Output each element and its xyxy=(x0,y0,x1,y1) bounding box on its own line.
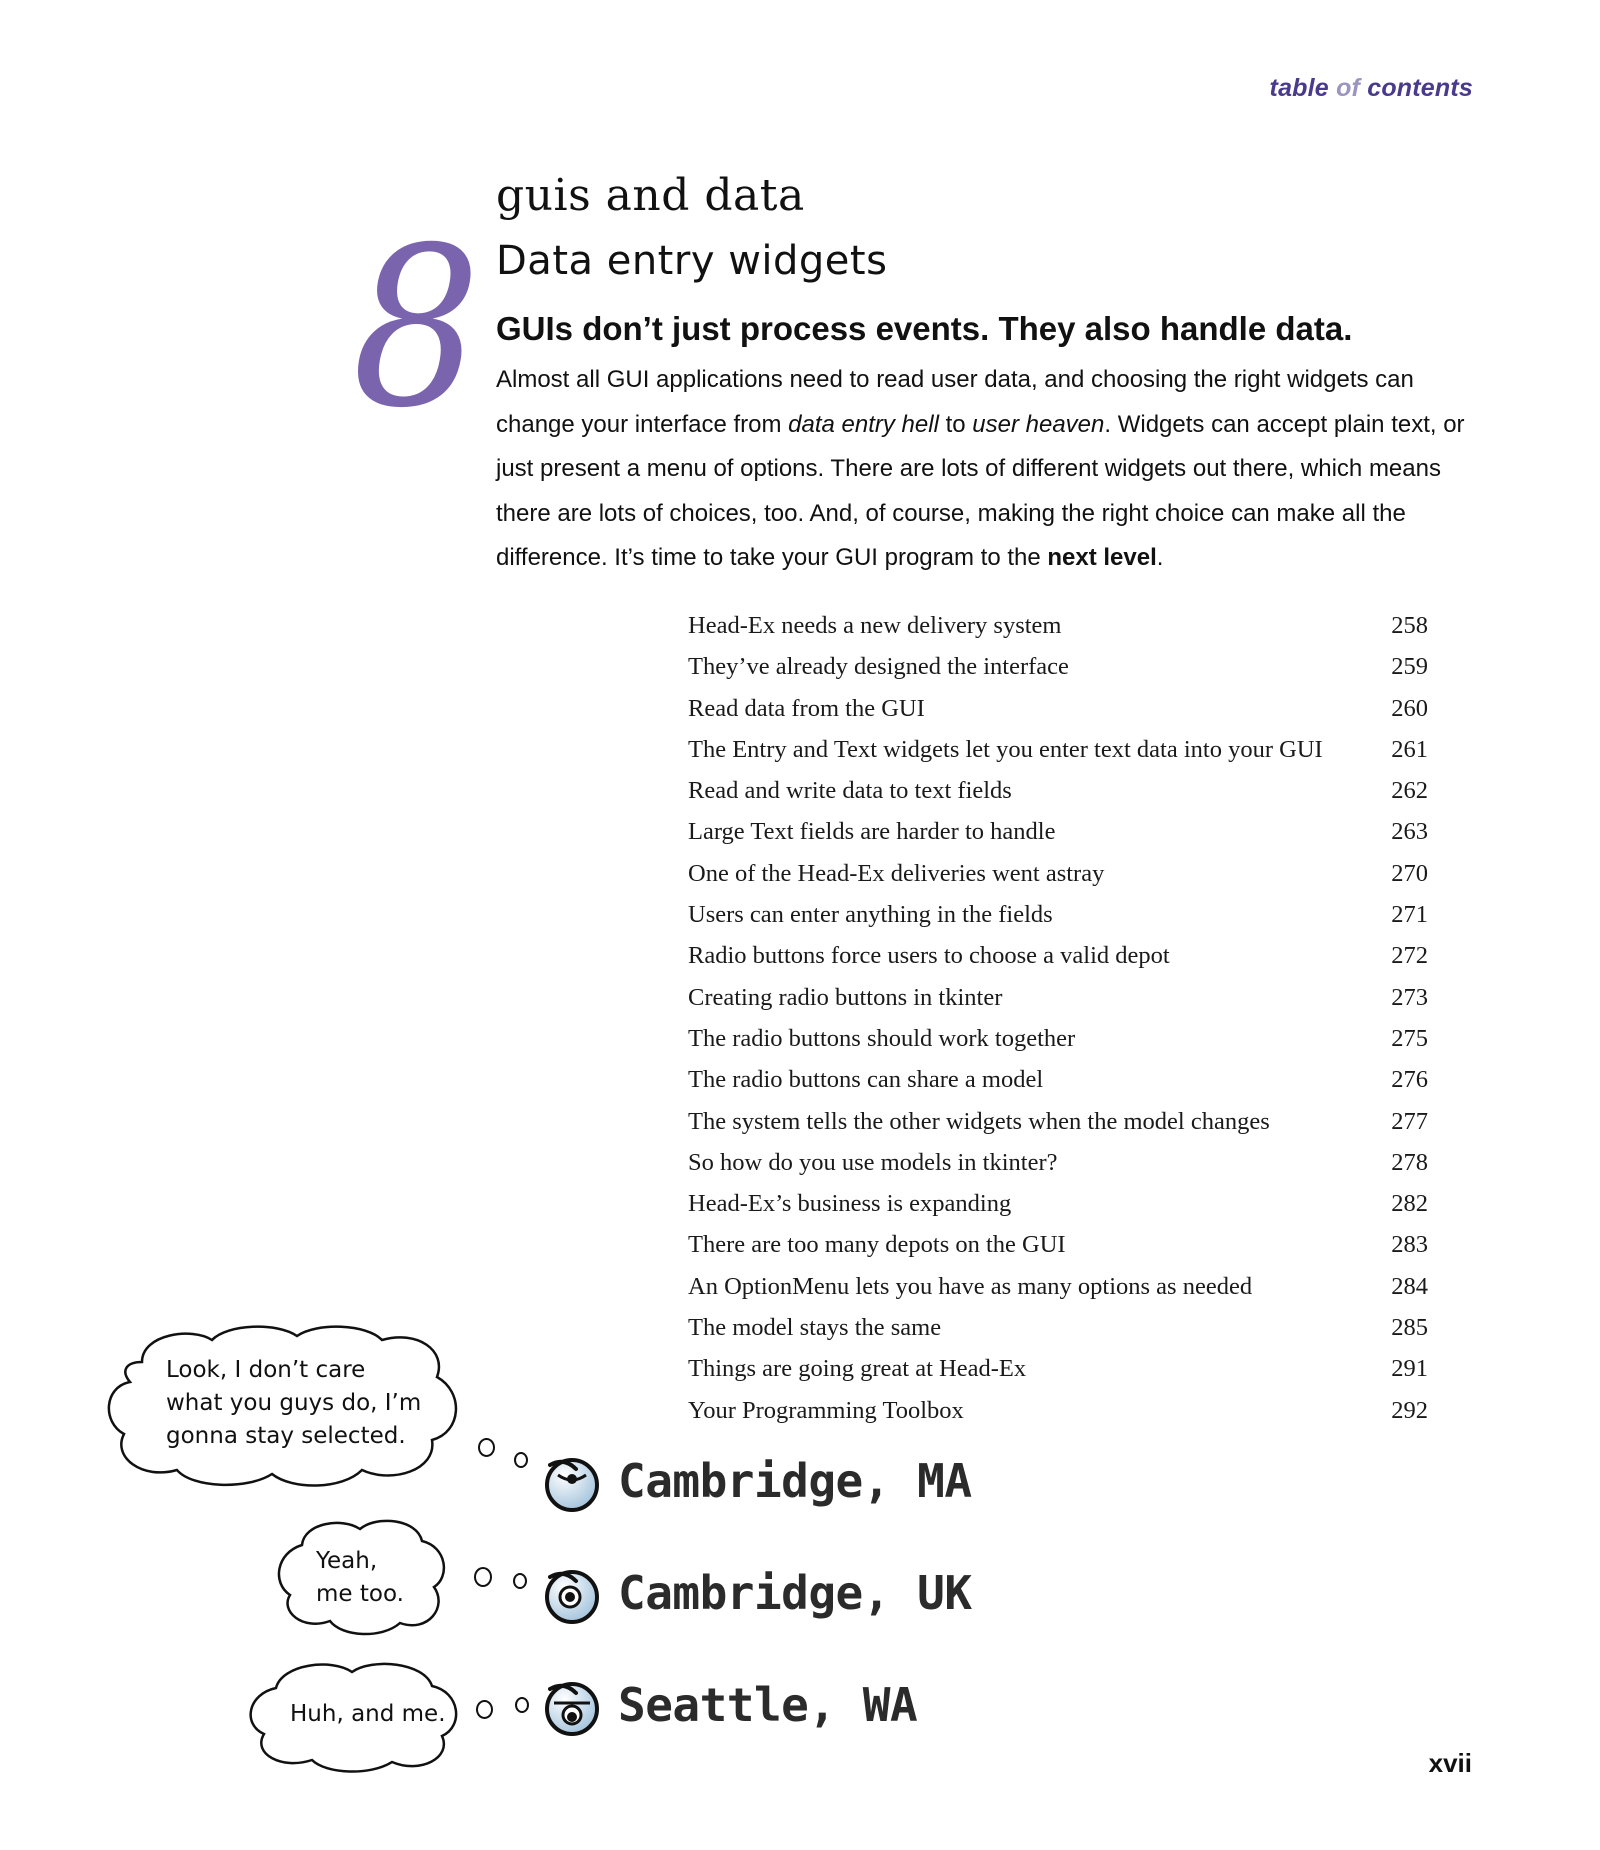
bubble-line: Yeah, xyxy=(316,1548,378,1574)
toc-entry-page: 292 xyxy=(1391,1396,1428,1424)
toc-entry-title: Head-Ex’s business is expanding xyxy=(688,1190,1012,1218)
intro-text: Almost all GUI applications need to read user data, and choosing the right widgets can change your interface from xyxy=(496,366,1414,438)
toc-entry-page: 276 xyxy=(1391,1066,1428,1094)
toc-entry-page: 261 xyxy=(1391,735,1428,763)
toc-entry[interactable] xyxy=(688,1190,1428,1231)
radio-option-cambridge-uk[interactable] xyxy=(540,1558,972,1628)
toc-entry-title: One of the Head-Ex deliveries went astray xyxy=(688,859,1105,887)
toc-entry-title: The model stays the same xyxy=(688,1314,942,1342)
toc-entry[interactable] xyxy=(688,695,1428,736)
toc-entry-title: So how do you use models in tkinter? xyxy=(688,1148,1058,1176)
bubble-line: Look, I don’t care xyxy=(166,1357,366,1383)
toc-entry-title: The system tells the other widgets when the model changes xyxy=(688,1107,1270,1135)
toc-entry-page: 259 xyxy=(1391,653,1428,681)
thought-dot xyxy=(515,1697,529,1713)
toc-entry[interactable] xyxy=(688,984,1428,1025)
toc-entry[interactable] xyxy=(688,1025,1428,1066)
toc-list xyxy=(688,612,1428,1438)
toc-entry[interactable] xyxy=(688,1108,1428,1149)
radio-option-cambridge-ma[interactable] xyxy=(540,1446,972,1516)
radio-option-seattle-wa[interactable] xyxy=(540,1670,917,1740)
toc-entry-title: Things are going great at Head-Ex xyxy=(688,1355,1027,1383)
running-head-word: of xyxy=(1336,74,1361,102)
toc-entry-title: An OptionMenu lets you have as many options as needed xyxy=(688,1272,1253,1300)
toc-entry-page: 283 xyxy=(1391,1231,1428,1259)
chapter-number: 8 xyxy=(352,200,481,456)
toc-entry-title: Radio buttons force users to choose a valid depot xyxy=(688,942,1170,970)
toc-entry-title: The radio buttons can share a model xyxy=(688,1066,1044,1094)
chapter-headline: GUIs don’t just process events. They also handle data. xyxy=(496,310,1353,347)
intro-strong: next level xyxy=(1047,544,1157,571)
intro-text: . Widgets can accept plain text, or just present a menu of options. There are lots of different widgets out there, which means there are lots of choices, too. And, of course, making the right choice can make all the difference. It’s time to take your GUI program to the xyxy=(496,410,1465,571)
intro-emphasis: data entry hell xyxy=(788,410,939,438)
bubble-line: gonna stay selected. xyxy=(166,1423,406,1449)
thought-dot xyxy=(478,1438,495,1457)
chapter-kicker: guis and data xyxy=(496,170,805,221)
running-head-word: contents xyxy=(1367,74,1473,102)
toc-entry-title: Head-Ex needs a new delivery system xyxy=(688,612,1062,639)
toc-entry-page: 282 xyxy=(1391,1190,1428,1218)
radio-option-label: Cambridge, UK xyxy=(618,1566,972,1620)
toc-entry-title: Users can enter anything in the fields xyxy=(688,901,1053,929)
intro-text: to xyxy=(938,410,973,438)
toc-entry[interactable] xyxy=(688,1314,1428,1355)
radio-eye-icon xyxy=(540,1673,604,1737)
radio-eye-icon xyxy=(540,1561,604,1625)
running-head-word: table xyxy=(1269,74,1329,102)
toc-entry[interactable] xyxy=(688,653,1428,694)
toc-entry-page: 277 xyxy=(1391,1107,1428,1135)
toc-entry-page: 284 xyxy=(1391,1272,1428,1300)
toc-entry-page: 273 xyxy=(1391,983,1428,1011)
toc-entry-page: 258 xyxy=(1391,612,1428,639)
thought-dot xyxy=(476,1700,493,1719)
toc-entry-title: Creating radio buttons in tkinter xyxy=(688,983,1003,1011)
toc-entry-page: 262 xyxy=(1391,777,1428,805)
toc-entry-page: 278 xyxy=(1391,1148,1428,1176)
running-head xyxy=(1270,74,1473,103)
toc-entry-title: Your Programming Toolbox xyxy=(688,1396,964,1424)
toc-entry-page: 272 xyxy=(1391,942,1428,970)
toc-entry-page: 270 xyxy=(1391,859,1428,887)
thought-bubble-3 xyxy=(242,1658,466,1774)
chapter-intro xyxy=(496,358,1496,581)
toc-entry[interactable] xyxy=(688,1397,1428,1438)
toc-entry[interactable] xyxy=(688,942,1428,983)
thought-dot xyxy=(514,1452,528,1468)
intro-text: . xyxy=(1156,544,1164,571)
toc-entry-title: Read and write data to text fields xyxy=(688,777,1012,805)
thought-bubble-1 xyxy=(102,1322,472,1492)
radio-eye-icon xyxy=(540,1449,604,1513)
toc-entry[interactable] xyxy=(688,818,1428,859)
thought-bubble-2 xyxy=(272,1515,452,1637)
toc-entry-page: 285 xyxy=(1391,1314,1428,1342)
toc-entry[interactable] xyxy=(688,777,1428,818)
toc-entry-page: 271 xyxy=(1391,901,1428,929)
page-number: xvii xyxy=(1428,1748,1472,1778)
toc-entry-page: 275 xyxy=(1391,1024,1428,1052)
radio-option-label: Cambridge, MA xyxy=(618,1454,972,1508)
toc-entry[interactable] xyxy=(688,860,1428,901)
toc-entry[interactable] xyxy=(688,1355,1428,1396)
toc-entry-page: 260 xyxy=(1391,694,1428,722)
toc-entry[interactable] xyxy=(688,901,1428,942)
toc-entry-title: Read data from the GUI xyxy=(688,694,925,722)
toc-entry-title: There are too many depots on the GUI xyxy=(688,1231,1066,1259)
thought-dot xyxy=(474,1567,492,1587)
toc-entry[interactable] xyxy=(688,736,1428,777)
toc-entry[interactable] xyxy=(688,1066,1428,1107)
bubble-line: what you guys do, I’m xyxy=(166,1390,422,1416)
toc-entry-page: 263 xyxy=(1391,818,1428,846)
thought-dot xyxy=(513,1573,527,1589)
toc-entry[interactable] xyxy=(688,612,1428,653)
toc-entry-title: Large Text fields are harder to handle xyxy=(688,818,1056,846)
toc-entry-page: 291 xyxy=(1391,1355,1428,1383)
toc-entry-title: The Entry and Text widgets let you enter text data into your GUI xyxy=(688,735,1323,763)
bubble-line: me too. xyxy=(316,1581,404,1607)
chapter-title: Data entry widgets xyxy=(496,238,888,284)
intro-emphasis: user heaven xyxy=(972,410,1105,438)
bubble-line: Huh, and me. xyxy=(290,1701,446,1727)
toc-entry-title: The radio buttons should work together xyxy=(688,1024,1076,1052)
radio-option-label: Seattle, WA xyxy=(618,1678,918,1732)
toc-entry-title: They’ve already designed the interface xyxy=(688,653,1069,681)
toc-entry[interactable] xyxy=(688,1273,1428,1314)
toc-entry[interactable] xyxy=(688,1231,1428,1272)
toc-entry[interactable] xyxy=(688,1149,1428,1190)
